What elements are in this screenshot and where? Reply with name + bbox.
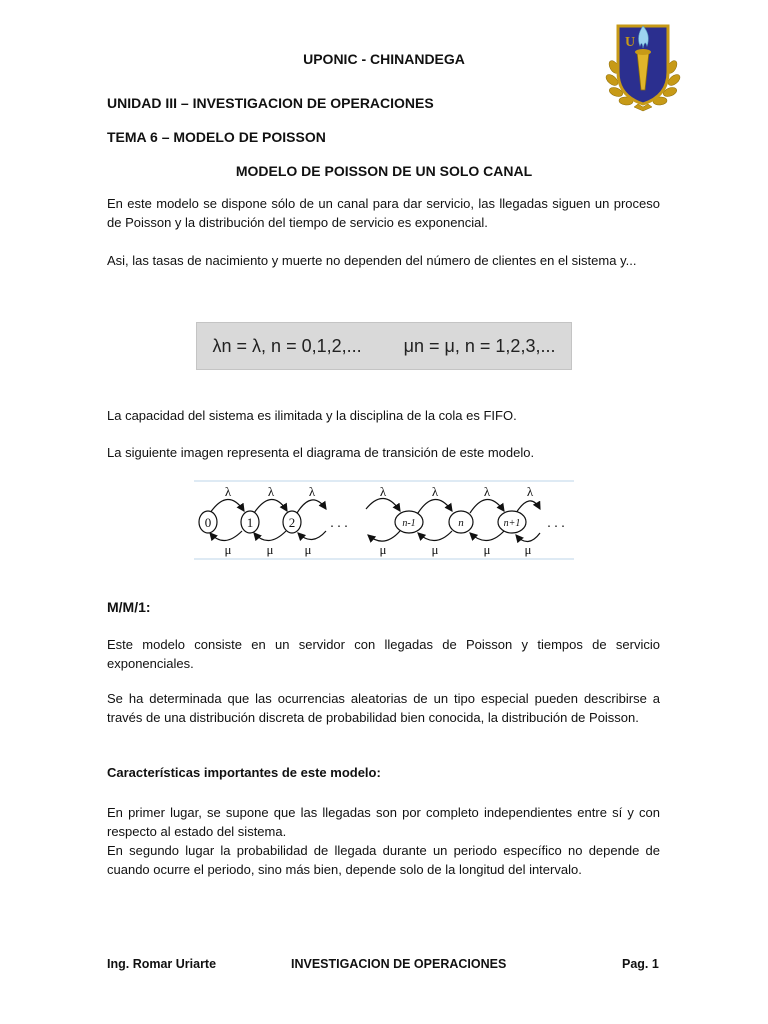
mu-label: μ [224,542,232,557]
diagram-ellipsis-middle: . . . [330,516,348,531]
rates-paragraph: Asi, las tasas de nacimiento y muerte no dependen del número de clientes en el sistema y... [107,253,637,268]
section-heading: MODELO DE POISSON DE UN SOLO CANAL [235,163,533,179]
intro-paragraph: En este modelo se dispone sólo de un canal para dar servicio, las llegadas siguen un proceso de Poisson y la distribución del tiempo de servicio es exponencial. [107,196,660,230]
footer-author: Ing. Romar Uriarte [107,957,217,971]
second-characteristic-paragraph: En segundo lugar la probabilidad de llegada durante un periodo específico no depende de cuando ocurre el periodo, sino más bien, depende solo de la longitud del intervalo. [107,843,660,877]
topic-heading: TEMA 6 – MODELO DE POISSON [107,129,326,145]
state-n-plus-1: n+1 [503,518,521,529]
mu-label: μ [483,542,491,557]
footer-page-number: Pag. 1 [622,957,659,971]
mu-label: μ [431,542,439,557]
poisson-distribution-paragraph: Se ha determinada que las ocurrencias aleatorias de un tipo especial pueden describirse a través de una distribución discreta de probabilidad bien conocida, la distribución de Poisson. [107,691,660,725]
lambda-label: λ [526,484,534,499]
lambda-formula: λn = λ, n = 0,1,2,... [212,335,362,356]
unit-heading: UNIDAD III – INVESTIGACION DE OPERACIONES [107,95,434,111]
diagram-ellipsis-end: . . . [547,516,565,531]
state-2: 2 [288,515,296,530]
lambda-label: λ [379,484,387,499]
mu-label: μ [266,542,274,557]
mu-label: μ [524,542,532,557]
transition-diagram [194,479,574,561]
rates-formula [196,322,572,370]
university-crest-logo [604,12,682,114]
lambda-label: λ [483,484,491,499]
capacity-paragraph: La capacidad del sistema es ilimitada y la disciplina de la cola es FIFO. [107,408,517,423]
lambda-label: λ [224,484,232,499]
mu-label: μ [304,542,312,557]
lambda-label: λ [431,484,439,499]
lambda-label: λ [308,484,316,499]
state-0: 0 [204,515,212,530]
first-characteristic-paragraph: En primer lugar, se supone que las llegadas son por completo independientes entre sí y con respecto al estado del sistema. [107,805,660,839]
state-n-minus-1: n-1 [402,518,416,529]
mm1-paragraph: Este modelo consiste en un servidor con llegadas de Poisson y tiempos de servicio exponenciales. [107,637,660,671]
lambda-label: λ [267,484,275,499]
footer-course: INVESTIGACION DE OPERACIONES [291,957,507,971]
mu-formula: μn = μ, n = 1,2,3,... [403,335,556,356]
svg-text:U: U [625,35,636,50]
mu-label: μ [379,542,387,557]
diagram-intro-paragraph: La siguiente imagen representa el diagrama de transición de este modelo. [107,445,535,460]
characteristics-heading: Características importantes de este modelo: [107,765,381,780]
state-n: n [458,517,464,529]
institution-title: UPONIC - CHINANDEGA [303,51,465,67]
mm1-heading: M/M/1: [107,599,151,615]
state-1: 1 [246,515,254,530]
